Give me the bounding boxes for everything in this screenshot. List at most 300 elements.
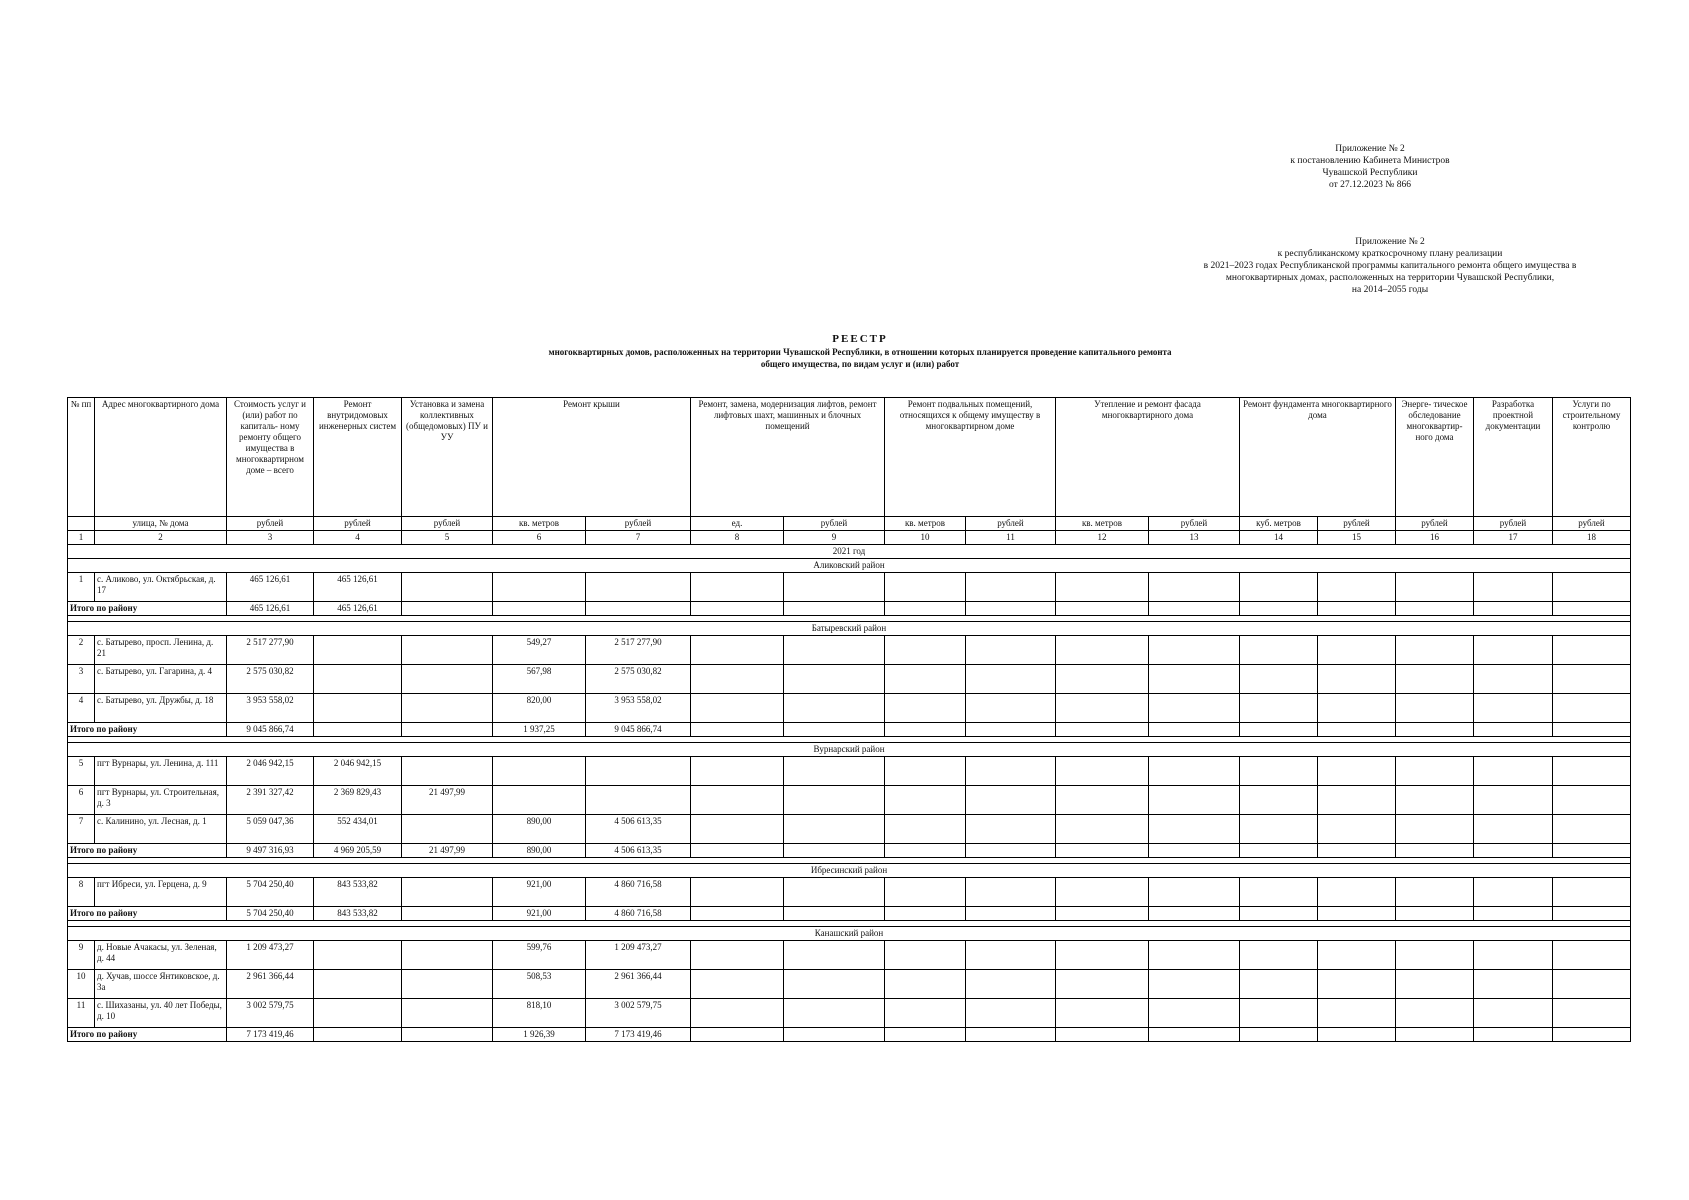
empty-cell xyxy=(1056,694,1149,723)
empty-cell xyxy=(1553,694,1631,723)
empty-cell xyxy=(1318,573,1396,602)
empty-cell xyxy=(1553,786,1631,815)
unit-cell: рублей xyxy=(586,517,691,531)
empty-cell xyxy=(691,878,784,907)
roof-cost-sum: 4 860 716,58 xyxy=(586,907,691,921)
roof-area-sum: 890,00 xyxy=(493,844,586,858)
unit-cell: рублей xyxy=(1553,517,1631,531)
empty-cell xyxy=(1396,602,1474,616)
annex-bottom-line: к республиканскому краткосрочному плану реализации xyxy=(1277,249,1503,259)
empty-cell xyxy=(691,723,784,737)
empty-cell xyxy=(885,815,966,844)
empty-cell xyxy=(1056,941,1149,970)
empty-cell xyxy=(1056,999,1149,1028)
empty-cell xyxy=(1056,1028,1149,1042)
column-number: 3 xyxy=(227,531,314,545)
unit-cell: кв. метров xyxy=(493,517,586,531)
roof-cost: 1 209 473,27 xyxy=(586,941,691,970)
column-number: 14 xyxy=(1240,531,1318,545)
table-row xyxy=(68,815,1631,844)
empty-cell xyxy=(1318,757,1396,786)
district-total-label: Итого по району xyxy=(68,907,227,921)
empty-cell xyxy=(1318,694,1396,723)
empty-cell xyxy=(1474,757,1553,786)
district-name: Вурнарский район xyxy=(68,743,1631,757)
unit-cell: рублей xyxy=(1318,517,1396,531)
annex-top-line: Чувашской Республики xyxy=(1322,168,1418,178)
annex-bottom xyxy=(1180,236,1600,296)
unit-cell: рублей xyxy=(227,517,314,531)
header-design-docs: Разработка проектной документации xyxy=(1474,398,1553,517)
empty-cell xyxy=(1396,723,1474,737)
meters-sum xyxy=(402,1028,493,1042)
empty-cell xyxy=(1240,999,1318,1028)
empty-cell xyxy=(784,636,885,665)
empty-cell xyxy=(1318,970,1396,999)
total-cost: 2 391 327,42 xyxy=(227,786,314,815)
empty-cell xyxy=(784,602,885,616)
row-number: 7 xyxy=(68,815,95,844)
header-foundation: Ремонт фундамента многоквартирного дома xyxy=(1240,398,1396,517)
empty-cell xyxy=(1240,665,1318,694)
engineering-cost: 2 369 829,43 xyxy=(314,786,402,815)
annex-top xyxy=(1250,143,1490,191)
header-facade: Утепление и ремонт фасада многоквартирного дома xyxy=(1056,398,1240,517)
table-row xyxy=(68,999,1631,1028)
total-cost: 2 961 366,44 xyxy=(227,970,314,999)
total-cost-sum: 9 045 866,74 xyxy=(227,723,314,737)
column-number: 11 xyxy=(966,531,1056,545)
empty-cell xyxy=(1396,786,1474,815)
engineering-sum xyxy=(314,723,402,737)
empty-cell xyxy=(784,878,885,907)
empty-cell xyxy=(1553,723,1631,737)
unit-cell: рублей xyxy=(1474,517,1553,531)
title-subtitle-2: общего имущества, по видам услуг и (или) работ xyxy=(760,359,960,369)
engineering-cost xyxy=(314,694,402,723)
empty-cell xyxy=(1474,970,1553,999)
empty-cell xyxy=(966,757,1056,786)
header-meters: Установка и замена коллективных (общедомовых) ПУ и УУ xyxy=(402,398,493,517)
engineering-cost xyxy=(314,941,402,970)
empty-cell xyxy=(691,694,784,723)
engineering-cost xyxy=(314,970,402,999)
header-lifts: Ремонт, замена, модернизация лифтов, ремонт лифтовых шахт, машинных и блочных помещений xyxy=(691,398,885,517)
empty-cell xyxy=(1474,723,1553,737)
empty-cell xyxy=(1474,1028,1553,1042)
roof-area-sum: 1 926,39 xyxy=(493,1028,586,1042)
roof-cost: 3 953 558,02 xyxy=(586,694,691,723)
empty-cell xyxy=(1240,573,1318,602)
total-cost: 5 704 250,40 xyxy=(227,878,314,907)
empty-cell xyxy=(1056,786,1149,815)
address: д. Хучав, шоссе Янтиковское, д. 3а xyxy=(95,970,227,999)
empty-cell xyxy=(1474,941,1553,970)
title-subtitle-1: многоквартирных домов, расположенных на территории Чувашской Республики, в отношении которых планируется проведение капитального ремонта xyxy=(548,347,1172,357)
empty-cell xyxy=(885,636,966,665)
total-cost: 5 059 047,36 xyxy=(227,815,314,844)
annex-top-line: от 27.12.2023 № 866 xyxy=(1329,180,1411,190)
empty-cell xyxy=(966,573,1056,602)
district-name: Канашский район xyxy=(68,927,1631,941)
annex-bottom-line: Приложение № 2 xyxy=(1355,237,1425,247)
empty-cell xyxy=(1318,878,1396,907)
roof-cost: 4 860 716,58 xyxy=(586,878,691,907)
empty-cell xyxy=(1240,602,1318,616)
row-number: 9 xyxy=(68,941,95,970)
empty-cell xyxy=(1149,786,1240,815)
total-cost: 3 002 579,75 xyxy=(227,999,314,1028)
table-row xyxy=(68,757,1631,786)
unit-cell: рублей xyxy=(1149,517,1240,531)
unit-cell: рублей xyxy=(784,517,885,531)
engineering-cost xyxy=(314,636,402,665)
empty-cell xyxy=(1149,999,1240,1028)
table-row xyxy=(68,941,1631,970)
table-row xyxy=(68,970,1631,999)
engineering-sum xyxy=(314,1028,402,1042)
empty-cell xyxy=(1056,970,1149,999)
empty-cell xyxy=(885,602,966,616)
empty-cell xyxy=(1553,636,1631,665)
empty-cell xyxy=(1240,941,1318,970)
table-row xyxy=(68,786,1631,815)
empty-cell xyxy=(1056,815,1149,844)
empty-cell xyxy=(691,815,784,844)
district-total-row xyxy=(68,844,1631,858)
empty-cell xyxy=(1474,815,1553,844)
empty-cell xyxy=(691,665,784,694)
empty-cell xyxy=(1149,757,1240,786)
address: пгт Ибреси, ул. Герцена, д. 9 xyxy=(95,878,227,907)
empty-cell xyxy=(1318,636,1396,665)
empty-cell xyxy=(1056,636,1149,665)
district-total-label: Итого по району xyxy=(68,1028,227,1042)
meters-cost xyxy=(402,941,493,970)
empty-cell xyxy=(1474,694,1553,723)
table-row xyxy=(68,878,1631,907)
unit-cell: рублей xyxy=(402,517,493,531)
row-number: 8 xyxy=(68,878,95,907)
empty-cell xyxy=(885,757,966,786)
roof-cost: 2 961 366,44 xyxy=(586,970,691,999)
empty-cell xyxy=(784,573,885,602)
empty-cell xyxy=(1240,815,1318,844)
empty-cell xyxy=(1474,786,1553,815)
empty-cell xyxy=(1149,844,1240,858)
district-name: Аликовский район xyxy=(68,559,1631,573)
empty-cell xyxy=(1149,665,1240,694)
roof-cost: 3 002 579,75 xyxy=(586,999,691,1028)
units-row xyxy=(68,517,1631,531)
empty-cell xyxy=(784,970,885,999)
empty-cell xyxy=(1553,602,1631,616)
roof-cost-sum: 4 506 613,35 xyxy=(586,844,691,858)
empty-cell xyxy=(885,573,966,602)
empty-cell xyxy=(966,665,1056,694)
total-cost-sum: 9 497 316,93 xyxy=(227,844,314,858)
empty-cell xyxy=(784,844,885,858)
empty-cell xyxy=(691,757,784,786)
empty-cell xyxy=(885,694,966,723)
empty-cell xyxy=(1553,1028,1631,1042)
column-number: 17 xyxy=(1474,531,1553,545)
empty-cell xyxy=(1149,694,1240,723)
column-number: 15 xyxy=(1318,531,1396,545)
empty-cell xyxy=(1396,970,1474,999)
engineering-cost: 552 434,01 xyxy=(314,815,402,844)
meters-cost xyxy=(402,665,493,694)
meters-cost: 21 497,99 xyxy=(402,786,493,815)
column-number: 9 xyxy=(784,531,885,545)
empty-cell xyxy=(1474,878,1553,907)
empty-cell xyxy=(885,844,966,858)
meters-sum xyxy=(402,723,493,737)
row-number: 4 xyxy=(68,694,95,723)
column-number: 12 xyxy=(1056,531,1149,545)
roof-cost-sum xyxy=(586,602,691,616)
address: с. Батырево, ул. Гагарина, д. 4 xyxy=(95,665,227,694)
empty-cell xyxy=(966,723,1056,737)
district-name: Ибресинский район xyxy=(68,864,1631,878)
empty-cell xyxy=(1396,1028,1474,1042)
row-number: 10 xyxy=(68,970,95,999)
empty-cell xyxy=(1318,1028,1396,1042)
empty-cell xyxy=(784,723,885,737)
empty-cell xyxy=(885,999,966,1028)
column-number: 13 xyxy=(1149,531,1240,545)
empty-cell xyxy=(1553,941,1631,970)
district-row xyxy=(68,927,1631,941)
unit-cell: кв. метров xyxy=(1056,517,1149,531)
empty-cell xyxy=(966,941,1056,970)
empty-cell xyxy=(1240,907,1318,921)
empty-cell xyxy=(1149,1028,1240,1042)
header-roof: Ремонт крыши xyxy=(493,398,691,517)
row-number: 1 xyxy=(68,573,95,602)
empty-cell xyxy=(1474,844,1553,858)
empty-cell xyxy=(1240,757,1318,786)
roof-area xyxy=(493,757,586,786)
empty-cell xyxy=(885,970,966,999)
empty-cell xyxy=(966,907,1056,921)
empty-cell xyxy=(1240,694,1318,723)
header-engineering: Ремонт внутридомовых инженерных систем xyxy=(314,398,402,517)
roof-area: 549,27 xyxy=(493,636,586,665)
meters-cost xyxy=(402,694,493,723)
empty-cell xyxy=(1056,844,1149,858)
address: с. Шихазаны, ул. 40 лет Победы, д. 10 xyxy=(95,999,227,1028)
column-numbers-row xyxy=(68,531,1631,545)
unit-cell: улица, № дома xyxy=(95,517,227,531)
empty-cell xyxy=(1149,941,1240,970)
empty-cell xyxy=(1396,573,1474,602)
roof-area-sum xyxy=(493,602,586,616)
engineering-cost: 465 126,61 xyxy=(314,573,402,602)
column-number: 7 xyxy=(586,531,691,545)
empty-cell xyxy=(885,786,966,815)
address: д. Новые Ачакасы, ул. Зеленая, д. 44 xyxy=(95,941,227,970)
engineering-sum: 4 969 205,59 xyxy=(314,844,402,858)
registry-table xyxy=(67,397,1631,1042)
roof-area: 818,10 xyxy=(493,999,586,1028)
column-number: 1 xyxy=(68,531,95,545)
empty-cell xyxy=(1318,665,1396,694)
roof-area: 890,00 xyxy=(493,815,586,844)
total-cost-sum: 5 704 250,40 xyxy=(227,907,314,921)
empty-cell xyxy=(1240,970,1318,999)
empty-cell xyxy=(966,636,1056,665)
empty-cell xyxy=(691,844,784,858)
total-cost: 1 209 473,27 xyxy=(227,941,314,970)
empty-cell xyxy=(784,1028,885,1042)
empty-cell xyxy=(1056,665,1149,694)
empty-cell xyxy=(1056,757,1149,786)
total-cost: 3 953 558,02 xyxy=(227,694,314,723)
empty-cell xyxy=(1396,941,1474,970)
empty-cell xyxy=(966,878,1056,907)
empty-cell xyxy=(1396,844,1474,858)
roof-area: 921,00 xyxy=(493,878,586,907)
empty-cell xyxy=(1553,573,1631,602)
row-number: 11 xyxy=(68,999,95,1028)
empty-cell xyxy=(1149,636,1240,665)
empty-cell xyxy=(966,844,1056,858)
empty-cell xyxy=(1396,636,1474,665)
total-cost-sum: 465 126,61 xyxy=(227,602,314,616)
annex-bottom-line: в 2021–2023 годах Республиканской программы капитального ремонта общего имущества в xyxy=(1203,261,1577,271)
empty-cell xyxy=(1149,907,1240,921)
empty-cell xyxy=(691,907,784,921)
unit-cell: рублей xyxy=(1396,517,1474,531)
meters-cost xyxy=(402,636,493,665)
empty-cell xyxy=(1240,844,1318,858)
empty-cell xyxy=(1318,941,1396,970)
district-row xyxy=(68,743,1631,757)
empty-cell xyxy=(1396,665,1474,694)
empty-cell xyxy=(1318,907,1396,921)
unit-cell: куб. метров xyxy=(1240,517,1318,531)
engineering-cost: 2 046 942,15 xyxy=(314,757,402,786)
address: с. Батырево, просп. Ленина, д. 21 xyxy=(95,636,227,665)
empty-cell xyxy=(1318,602,1396,616)
empty-cell xyxy=(885,723,966,737)
engineering-cost xyxy=(314,665,402,694)
header-basement: Ремонт подвальных помещений, относящихся к общему имуществу в многоквартирном доме xyxy=(885,398,1056,517)
empty-cell xyxy=(691,941,784,970)
empty-cell xyxy=(1149,723,1240,737)
roof-area xyxy=(493,573,586,602)
empty-cell xyxy=(1474,665,1553,694)
header-row xyxy=(68,398,1631,517)
district-total-label: Итого по району xyxy=(68,723,227,737)
year-row xyxy=(68,545,1631,559)
empty-cell xyxy=(1553,844,1631,858)
total-cost: 465 126,61 xyxy=(227,573,314,602)
empty-cell xyxy=(784,999,885,1028)
empty-cell xyxy=(1474,999,1553,1028)
meters-cost xyxy=(402,757,493,786)
header-construction-control: Услуги по строительному контролю xyxy=(1553,398,1631,517)
empty-cell xyxy=(1056,573,1149,602)
meters-sum xyxy=(402,602,493,616)
empty-cell xyxy=(885,941,966,970)
roof-area-sum: 1 937,25 xyxy=(493,723,586,737)
roof-area: 508,53 xyxy=(493,970,586,999)
engineering-cost xyxy=(314,999,402,1028)
empty-cell xyxy=(966,1028,1056,1042)
roof-area xyxy=(493,786,586,815)
title-main: РЕЕСТР xyxy=(832,333,888,345)
column-number: 5 xyxy=(402,531,493,545)
empty-cell xyxy=(1396,999,1474,1028)
column-number: 2 xyxy=(95,531,227,545)
column-number: 4 xyxy=(314,531,402,545)
empty-cell xyxy=(1240,878,1318,907)
empty-cell xyxy=(966,999,1056,1028)
empty-cell xyxy=(1396,757,1474,786)
empty-cell xyxy=(1553,907,1631,921)
district-row xyxy=(68,622,1631,636)
roof-area: 599,76 xyxy=(493,941,586,970)
district-row xyxy=(68,559,1631,573)
empty-cell xyxy=(1318,999,1396,1028)
total-cost-sum: 7 173 419,46 xyxy=(227,1028,314,1042)
empty-cell xyxy=(966,602,1056,616)
address: пгт Вурнары, ул. Ленина, д. 111 xyxy=(95,757,227,786)
document-title xyxy=(420,333,1300,370)
empty-cell xyxy=(691,602,784,616)
unit-cell: ед. xyxy=(691,517,784,531)
meters-sum: 21 497,99 xyxy=(402,844,493,858)
empty-cell xyxy=(1474,573,1553,602)
district-total-row xyxy=(68,723,1631,737)
empty-cell xyxy=(1149,573,1240,602)
empty-cell xyxy=(691,999,784,1028)
total-cost: 2 046 942,15 xyxy=(227,757,314,786)
empty-cell xyxy=(1396,815,1474,844)
column-number: 6 xyxy=(493,531,586,545)
district-total-row xyxy=(68,1028,1631,1042)
row-number: 3 xyxy=(68,665,95,694)
column-number: 16 xyxy=(1396,531,1474,545)
meters-sum xyxy=(402,907,493,921)
unit-cell: рублей xyxy=(966,517,1056,531)
empty-cell xyxy=(966,694,1056,723)
row-number: 6 xyxy=(68,786,95,815)
header-total-cost: Стоимость услуг и (или) работ по капиталь- ному ремонту общего имущества в многоквартирном доме – всего xyxy=(227,398,314,517)
column-number: 8 xyxy=(691,531,784,545)
header-no: № пп xyxy=(68,398,95,517)
empty-cell xyxy=(885,907,966,921)
meters-cost xyxy=(402,815,493,844)
engineering-sum: 843 533,82 xyxy=(314,907,402,921)
address: пгт Вурнары, ул. Строительная, д. 3 xyxy=(95,786,227,815)
district-total-row xyxy=(68,907,1631,921)
empty-cell xyxy=(1318,844,1396,858)
empty-cell xyxy=(1056,878,1149,907)
unit-cell: кв. метров xyxy=(885,517,966,531)
meters-cost xyxy=(402,878,493,907)
roof-cost xyxy=(586,757,691,786)
empty-cell xyxy=(1553,970,1631,999)
empty-cell xyxy=(1240,723,1318,737)
empty-cell xyxy=(1056,602,1149,616)
empty-cell xyxy=(1149,970,1240,999)
empty-cell xyxy=(1149,878,1240,907)
empty-cell xyxy=(1318,786,1396,815)
empty-cell xyxy=(784,907,885,921)
